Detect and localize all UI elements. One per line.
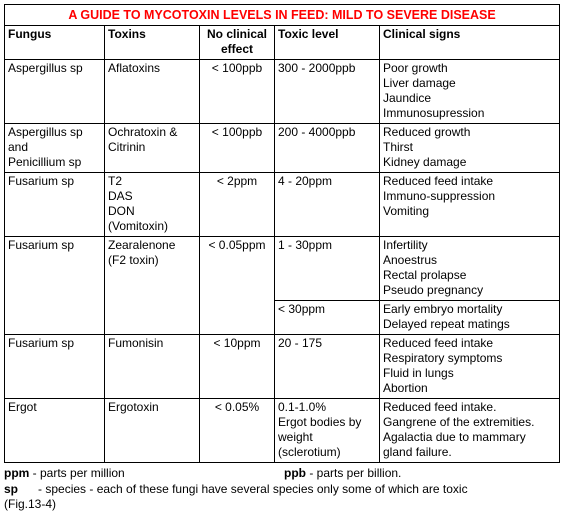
cell-fungus-line: Fusarium sp (8, 238, 75, 252)
cell-clinical-signs-line: Jaundice (383, 91, 432, 105)
mycotoxin-guide (4, 4, 559, 526)
table-row (5, 237, 560, 301)
cell-toxic-level-line: 1 - 30ppm (278, 238, 333, 252)
cell-clinical-signs-line: Reduced growth (383, 125, 471, 139)
header-fungus: Fungus (5, 26, 105, 60)
cell-toxins-line: Fumonisin (108, 336, 164, 350)
cell-no-clinical-effect: < 10ppm (200, 335, 275, 399)
header-toxins: Toxins (105, 26, 200, 60)
cell-clinical-signs-line: Early embryo mortality (383, 302, 503, 316)
cell-toxins-line: DAS (108, 189, 133, 203)
cell-no-clinical-effect: < 100ppb (200, 60, 275, 124)
table-row (5, 335, 560, 399)
cell-fungus (5, 237, 105, 335)
cell-fungus-line: and (8, 140, 29, 154)
cell-fungus-line: Ergot (8, 400, 37, 414)
cell-toxins-line: T2 (108, 174, 123, 188)
cell-toxic-level (275, 60, 380, 124)
table-row (5, 124, 560, 173)
cell-clinical-signs-line: Liver damage (383, 76, 456, 90)
cell-fungus (5, 173, 105, 237)
cell-clinical-signs (380, 173, 560, 237)
cell-toxins-line: Ochratoxin & (108, 125, 178, 139)
cell-toxic-level-line: < 30ppm (278, 302, 326, 316)
legend (4, 466, 559, 526)
cell-clinical-signs (380, 60, 560, 124)
mycotoxin-table (4, 4, 560, 463)
cell-clinical-signs-line: Agalactia due to mammary (383, 430, 526, 444)
cell-toxins (105, 237, 200, 335)
title-row (5, 5, 560, 26)
cell-toxic-level-line: 4 - 20ppm (278, 174, 333, 188)
cell-clinical-signs-line: Infertility (383, 238, 428, 252)
cell-no-clinical-effect: < 0.05% (200, 399, 275, 463)
legend-term-ppb: ppb (284, 466, 306, 480)
cell-toxins (105, 173, 200, 237)
cell-fungus-line: Fusarium sp (8, 336, 75, 350)
cell-toxins-line: (Vomitoxin) (108, 219, 169, 233)
legend-row-sp (4, 482, 468, 496)
cell-clinical-signs-line: Immunosupression (383, 106, 485, 120)
cell-toxins-line: Ergotoxin (108, 400, 159, 414)
cell-clinical-signs-line: Respiratory symptoms (383, 351, 503, 365)
cell-clinical-signs-line: Poor growth (383, 61, 448, 75)
cell-clinical-signs-line: Immuno-suppression (383, 189, 496, 203)
cell-fungus (5, 399, 105, 463)
cell-toxic-level (275, 301, 380, 335)
table-title: A GUIDE TO MYCOTOXIN LEVELS IN FEED: MILD TO SEVERE DISEASE (5, 5, 560, 26)
cell-clinical-signs-line: Anoestrus (383, 253, 438, 267)
cell-clinical-signs (380, 335, 560, 399)
cell-toxic-level (275, 399, 380, 463)
cell-fungus-line: Penicillium sp (8, 155, 82, 169)
cell-toxins (105, 399, 200, 463)
cell-clinical-signs (380, 399, 560, 463)
cell-clinical-signs-line: Gangrene of the extremities. (383, 415, 535, 429)
legend-term-ppm: ppm (4, 466, 30, 480)
cell-toxins-line: DON (108, 204, 135, 218)
cell-toxins-line: Aflatoxins (108, 61, 161, 75)
cell-fungus (5, 335, 105, 399)
cell-clinical-signs (380, 301, 560, 335)
table-row (5, 173, 560, 237)
cell-fungus-line: Fusarium sp (8, 174, 75, 188)
table-row (5, 60, 560, 124)
cell-toxins-line: Zearalenone (108, 238, 176, 252)
legend-row-ppb (284, 466, 401, 480)
cell-toxins (105, 335, 200, 399)
cell-toxins (105, 124, 200, 173)
cell-toxins-line: (F2 toxin) (108, 253, 159, 267)
cell-toxic-level (275, 124, 380, 173)
cell-toxic-level-line: weight (278, 430, 313, 444)
cell-toxic-level-line: 0.1-1.0% (278, 400, 327, 414)
cell-fungus (5, 124, 105, 173)
header-toxic-level: Toxic level (275, 26, 380, 60)
table-row (5, 399, 560, 463)
cell-clinical-signs-line: Thirst (383, 140, 413, 154)
cell-clinical-signs-line: Rectal prolapse (383, 268, 467, 282)
cell-clinical-signs-line: Reduced feed intake. (383, 400, 497, 414)
figure-reference: (Fig.13-4) (4, 497, 57, 511)
cell-toxins (105, 60, 200, 124)
legend-def-sp: - species - each of these fungi have several species only some of which are toxic (18, 482, 468, 496)
cell-toxic-level-line: Ergot bodies by (278, 415, 362, 429)
header-row (5, 26, 560, 60)
cell-clinical-signs (380, 124, 560, 173)
cell-clinical-signs-line: Reduced feed intake (383, 336, 494, 350)
cell-toxic-level-line: 300 - 2000ppb (278, 61, 356, 75)
cell-clinical-signs-line: Abortion (383, 381, 428, 395)
legend-def-ppb: - parts per billion. (306, 466, 402, 480)
header-clinical-signs: Clinical signs (380, 26, 560, 60)
legend-term-sp: sp (4, 482, 19, 496)
cell-clinical-signs-line: Pseudo pregnancy (383, 283, 484, 297)
cell-toxic-level-line: (sclerotium) (278, 445, 341, 459)
cell-clinical-signs-line: Reduced feed intake (383, 174, 494, 188)
cell-toxic-level-line: 20 - 175 (278, 336, 323, 350)
cell-clinical-signs-line: Fluid in lungs (383, 366, 454, 380)
legend-row-ppm (4, 466, 125, 480)
cell-clinical-signs-line: gland failure. (383, 445, 452, 459)
cell-no-clinical-effect: < 2ppm (200, 173, 275, 237)
cell-clinical-signs-line: Kidney damage (383, 155, 467, 169)
cell-clinical-signs (380, 237, 560, 301)
cell-clinical-signs-line: Delayed repeat matings (383, 317, 510, 331)
cell-clinical-signs-line: Vomiting (383, 204, 430, 218)
cell-fungus (5, 60, 105, 124)
cell-no-clinical-effect: < 0.05ppm (200, 237, 275, 335)
cell-fungus-line: Aspergillus sp (8, 125, 83, 139)
cell-toxic-level (275, 335, 380, 399)
cell-fungus-line: Aspergillus sp (8, 61, 83, 75)
legend-def-ppm: - parts per million (29, 466, 125, 480)
cell-toxic-level-line: 200 - 4000ppb (278, 125, 356, 139)
cell-toxic-level (275, 237, 380, 301)
cell-no-clinical-effect: < 100ppb (200, 124, 275, 173)
cell-toxins-line: Citrinin (108, 140, 146, 154)
header-no-clinical-effect: No clinical effect (200, 26, 275, 60)
cell-toxic-level (275, 173, 380, 237)
